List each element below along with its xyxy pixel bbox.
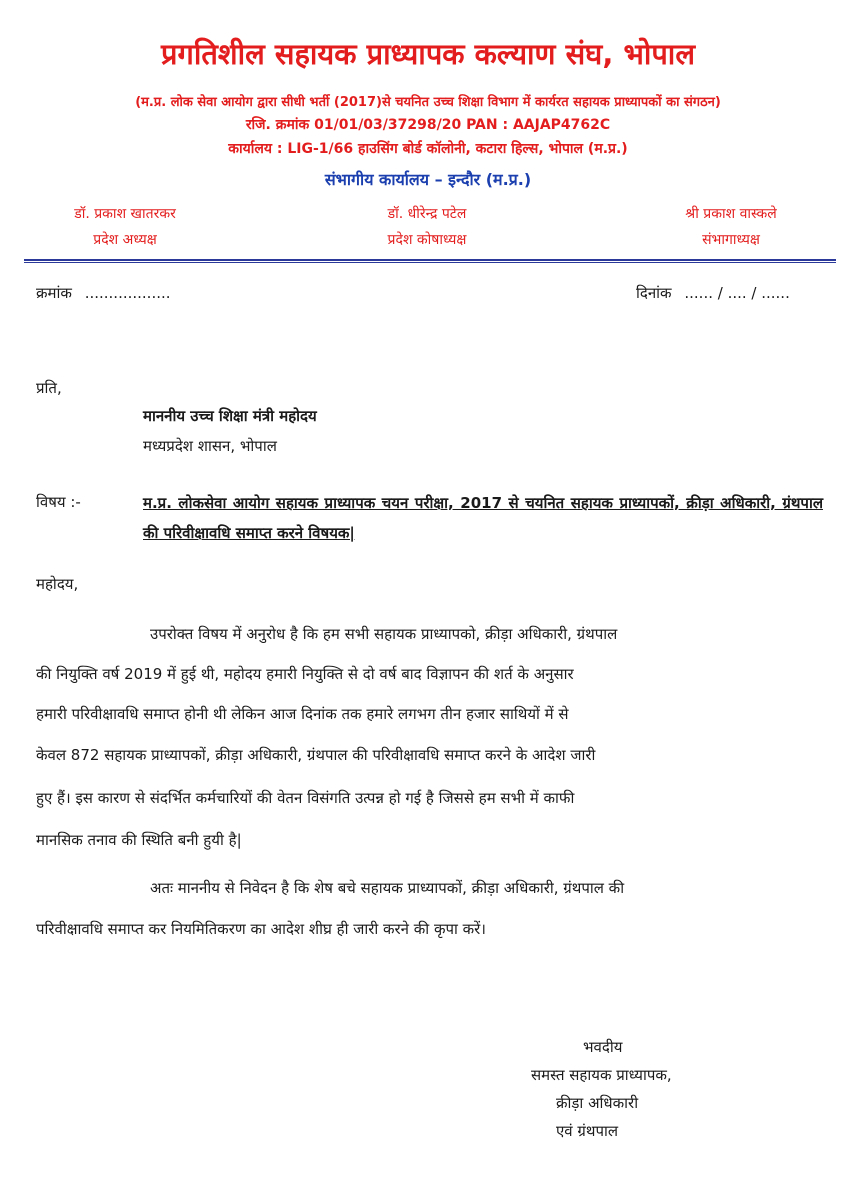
office-bearer-treasurer (332, 201, 522, 253)
office-bearer-name: श्री प्रकाश वास्कले (685, 206, 777, 222)
office-bearer-president (30, 201, 220, 253)
date-field (636, 283, 790, 303)
closing: भवदीय (583, 1038, 623, 1056)
signature-line: समस्त सहायक प्राध्यापक, (531, 1066, 672, 1084)
subject-label: विषय :- (36, 493, 81, 511)
office-bearer-designation: संभागाध्यक्ष (702, 232, 760, 248)
body-line: अतः माननीय से निवेदन है कि शेष बचे सहायक प्राध्यापकों, क्रीड़ा अधिकारी, ग्रंथपाल की (150, 879, 625, 897)
registration-number: रजि. क्रमांक 01/01/03/37298/20 PAN : AAJAP4762C (245, 117, 611, 133)
office-bearer-designation: प्रदेश अध्यक्ष (93, 232, 157, 248)
organization-subtitle: (म.प्र. लोक सेवा आयोग द्वारा सीधी भर्ती (2017)से चयनित उच्च शिक्षा विभाग में कार्यरत सहायक प्राध्यापकों का संगठन) (135, 95, 721, 110)
body-line: की नियुक्ति वर्ष 2019 में हुई थी, महोदय हमारी नियुक्ति से दो वर्ष बाद विज्ञापन की शर्त के अनुसार (36, 665, 574, 683)
body-line: मानसिक तनाव की स्थिति बनी हुयी है| (36, 831, 242, 849)
body-line: परिवीक्षावधि समाप्त कर नियमितिकरण का आदेश शीघ्र ही जारी करने की कृपा करें। (36, 920, 486, 938)
signature-line: क्रीड़ा अधिकारी (556, 1094, 639, 1112)
salutation: महोदय, (36, 575, 79, 593)
signature-line: एवं ग्रंथपाल (556, 1122, 619, 1140)
body-line: केवल 872 सहायक प्राध्यापकों, क्रीड़ा अधिकारी, ग्रंथपाल की परिवीक्षावधि समाप्त करने के आदेश जारी (36, 746, 596, 764)
to-label: प्रति, (36, 379, 62, 397)
body-line: हमारी परिवीक्षावधि समाप्त होनी थी लेकिन आज दिनांक तक हमारे लगभग तीन हजार साथियों में से (36, 705, 569, 723)
office-bearer-designation: प्रदेश कोषाध्यक्ष (387, 232, 467, 248)
reference-label: क्रमांक (36, 284, 72, 302)
recipient-office: मध्यप्रदेश शासन, भोपाल (143, 437, 277, 455)
office-bearer-divisional-head (636, 201, 826, 253)
header-divider-thin (24, 262, 836, 263)
date-value: ...... / .... / ...... (684, 284, 790, 302)
office-address: कार्यालय : LIG-1/66 हाउसिंग बोर्ड कॉलोनी, कटारा हिल्स, भोपाल (म.प्र.) (228, 141, 628, 157)
date-label: दिनांक (636, 284, 672, 302)
header-divider (24, 259, 836, 261)
office-bearer-name: डॉ. प्रकाश खातरकर (74, 206, 176, 222)
organization-name: प्रगतिशील सहायक प्राध्यापक कल्याण संघ, भोपाल (161, 37, 695, 71)
office-bearer-name: डॉ. धीरेन्द्र पटेल (387, 206, 467, 222)
body-line: हुए हैं। इस कारण से संदर्भित कर्मचारियों की वेतन विसंगति उत्पन्न हो गई है जिससे हम सभी में काफी (36, 789, 575, 807)
body-line: उपरोक्त विषय में अनुरोध है कि हम सभी सहायक प्राध्यापको, क्रीड़ा अधिकारी, ग्रंथपाल (150, 625, 618, 643)
subject-text: म.प्र. लोकसेवा आयोग सहायक प्राध्यापक चयन परीक्षा, 2017 से चयनित सहायक प्राध्यापकों, क्रीड़ा अधिकारी, ग्रंथपाल की परिवीक्षावधि समाप्त करने विषयक| (143, 494, 823, 542)
reference-number (36, 283, 171, 303)
divisional-office: संभागीय कार्यालय – इन्दौर (म.प्र.) (324, 170, 532, 189)
reference-value: .................. (84, 284, 171, 302)
recipient-title: माननीय उच्च शिक्षा मंत्री महोदय (143, 407, 317, 425)
